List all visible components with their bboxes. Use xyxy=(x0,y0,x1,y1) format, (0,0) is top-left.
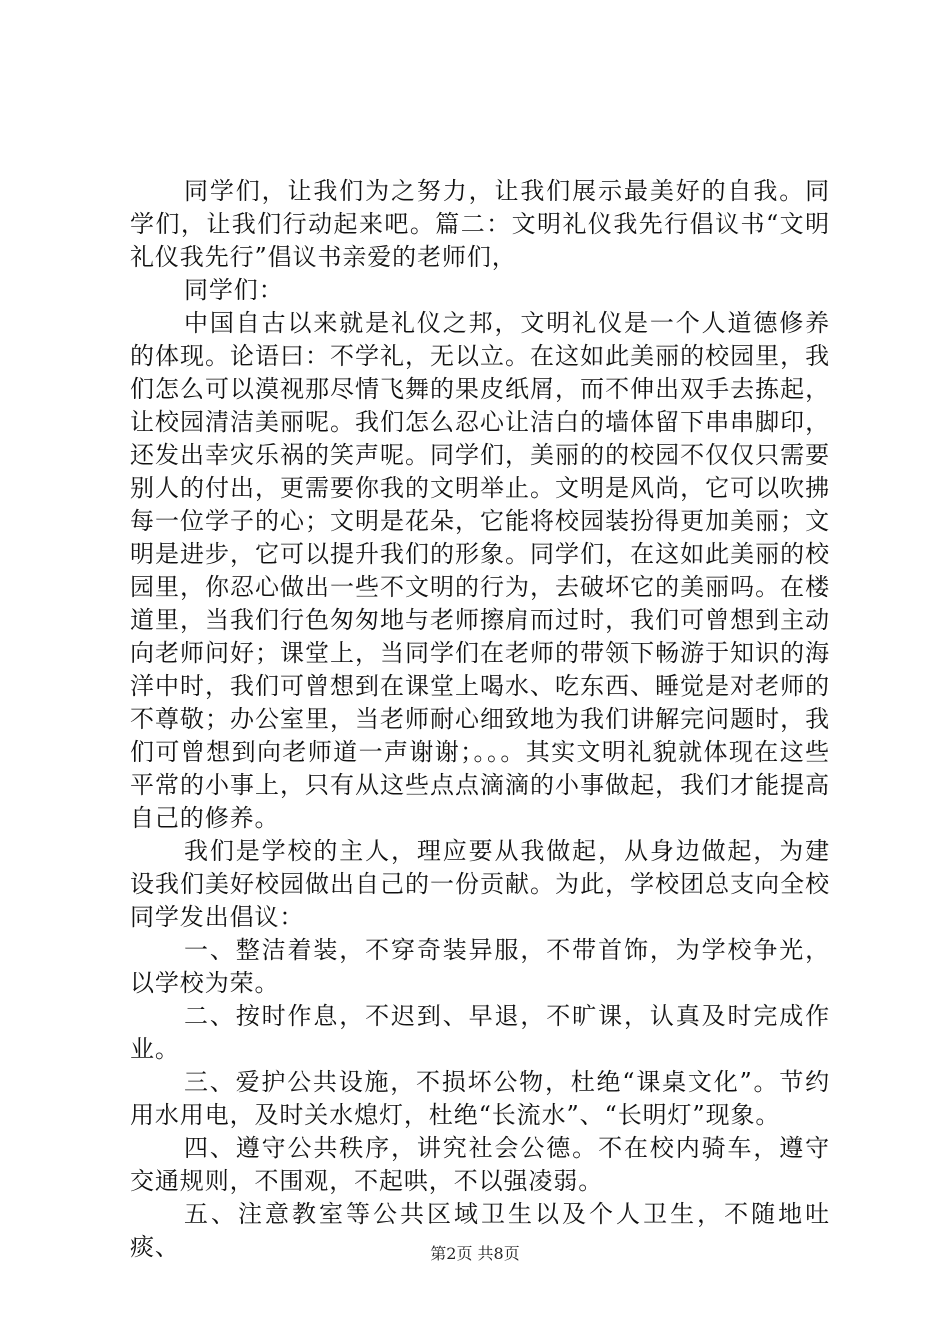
paragraph: 五、注意教室等公共区域卫生以及个人卫生，不随地吐痰、 xyxy=(130,1200,830,1261)
paragraph: 同学们： xyxy=(184,276,284,304)
paragraph: 同学们，让我们为之努力，让我们展示最美好的自我。同学们，让我们行动起来吧。篇二：文明礼仪我先行倡议书“文明礼仪我先行”倡议书亲爱的老师们， xyxy=(130,177,830,271)
page-number: 第2页 共8页 xyxy=(430,1244,520,1263)
paragraph: 中国自古以来就是礼仪之邦，文明礼仪是一个人道德修养的体现。论语曰：不学礼，无以立。在这如此美丽的校园里，我们怎么可以漠视那尽情飞舞的果皮纸屑，而不伸出双手去拣起，让校园清洁美丽呢。我们怎么忍心让洁白的墙体留下串串脚印，还发出幸灾乐祸的笑声呢。同学们，美丽的的校园不仅仅只需要别人的付出，更需要你我的文明举止。文明是风尚，它可以吹拂每一位学子的心；文明是花朵，它能将校园装扮得更加美丽；文明是进步，它可以提升我们的形象。同学们，在这如此美丽的校园里，你忍心做出一些不文明的行为，去破坏它的美丽吗。在楼道里，当我们行色匆匆地与老师擦肩而过时，我们可曾想到主动向老师问好；课堂上，当同学们在老师的带领下畅游于知识的海洋中时，我们可曾想到在课堂上喝水、吃东西、睡觉是对老师的不尊敬；办公室里，当老师耐心细致地为我们讲解完问题时，我们可曾想到向老师道一声谢谢；。。。其实文明礼貌就体现在这些平常的小事上，只有从这些点点滴滴的小事做起，我们才能提高自己的修养。 xyxy=(130,309,830,832)
paragraph: 一、整洁着装，不穿奇装异服，不带首饰，为学校争光，以学校为荣。 xyxy=(130,936,830,997)
paragraph: 四、遵守公共秩序，讲究社会公德。不在校内骑车，遵守交通规则，不围观，不起哄，不以强凌弱。 xyxy=(130,1134,830,1195)
document-body xyxy=(130,175,830,1264)
paragraph: 我们是学校的主人，理应要从我做起，从身边做起，为建设我们美好校园做出自己的一份贡献。为此，学校团总支向全校同学发出倡议： xyxy=(130,837,830,931)
paragraph: 三、爱护公共设施，不损坏公物，杜绝“课桌文化”。节约用水用电，及时关水熄灯，杜绝“长流水”、“长明灯”现象。 xyxy=(130,1068,830,1129)
paragraph: 二、按时作息，不迟到、早退，不旷课，认真及时完成作业。 xyxy=(130,1002,830,1063)
